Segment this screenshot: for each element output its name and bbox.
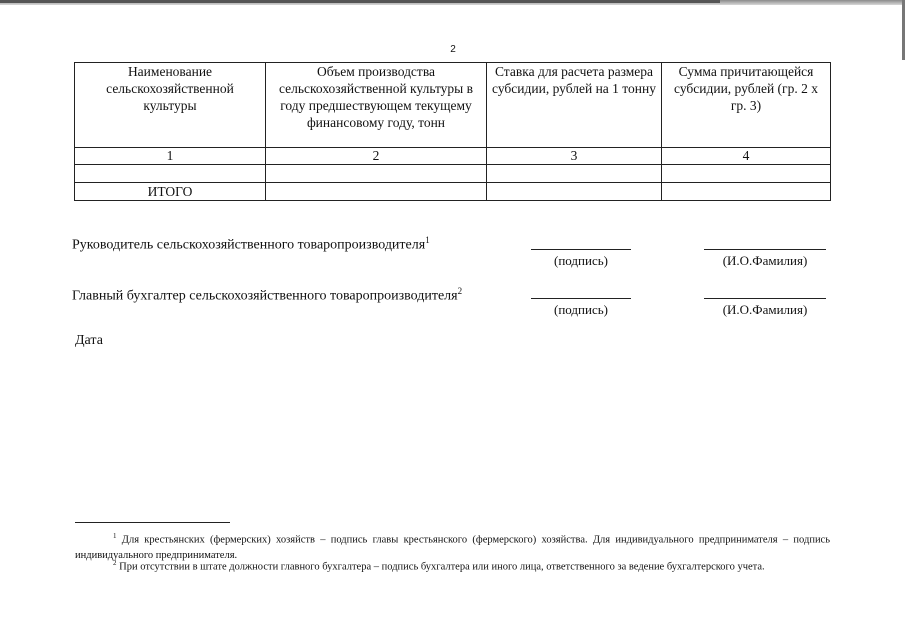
head-signature-line[interactable]: [531, 249, 631, 250]
column-number-row: [75, 148, 831, 165]
total-cell[interactable]: [662, 183, 831, 201]
footnote-1-ref: 1: [113, 532, 117, 540]
column-number: 1: [75, 148, 266, 165]
footnote-2-ref: 2: [113, 559, 117, 567]
head-label-text: Руководитель сельскохозяйственного товаропроизводителя: [72, 237, 426, 253]
table-row: [75, 165, 831, 183]
footnote-2: [75, 556, 830, 575]
header-subsidy-rate: Ставка для расчета размера субсидии, рублей на 1 тонну: [487, 63, 662, 148]
footnote-2-text: При отсутствии в штате должности главного бухгалтера – подпись бухгалтера или иного лица, ответственного за ведение бухгалтерского учета.: [119, 561, 765, 573]
total-cell[interactable]: [266, 183, 487, 201]
header-production-volume: Объем производства сельскохозяйственной культуры в году предшествующем текущему финансовому году, тонн: [266, 63, 487, 148]
column-number: 3: [487, 148, 662, 165]
table-cell[interactable]: [487, 165, 662, 183]
footnote-separator: [75, 522, 230, 523]
table-header-row: [75, 63, 831, 148]
subsidy-table: [74, 62, 831, 201]
table-cell[interactable]: [266, 165, 487, 183]
total-row: [75, 183, 831, 201]
total-cell[interactable]: [487, 183, 662, 201]
accountant-signature-label: [72, 286, 462, 305]
table-cell[interactable]: [75, 165, 266, 183]
table-cell[interactable]: [662, 165, 831, 183]
footnote-ref-1: 1: [425, 235, 430, 245]
accountant-name-line[interactable]: [704, 298, 826, 299]
accountant-signature-line[interactable]: [531, 298, 631, 299]
head-signature-label: [72, 235, 430, 254]
head-name-line[interactable]: [704, 249, 826, 250]
scan-edge-shadow: [0, 0, 720, 3]
page-number: 2: [450, 44, 456, 55]
footnote-ref-2: 2: [457, 286, 463, 296]
footnote-1-text: Для крестьянских (фермерских) хозяйств – подпись главы крестьянского (фермерского) хозяйства. Для индивидуального предпринимателя – подпись индивидуального предпринимателя.: [75, 534, 831, 561]
column-number: 4: [662, 148, 831, 165]
accountant-name-caption: (И.О.Фамилия): [722, 302, 808, 317]
accountant-label-text: Главный бухгалтер сельскохозяйственного товаропроизводителя: [72, 288, 458, 304]
total-label: ИТОГО: [75, 183, 266, 201]
head-name-caption: (И.О.Фамилия): [722, 253, 808, 268]
head-signature-caption: (подпись): [554, 253, 608, 268]
header-crop-name: Наименование сельскохозяйственной культуры: [75, 63, 266, 148]
column-number: 2: [266, 148, 487, 165]
accountant-signature-caption: (подпись): [554, 302, 608, 317]
date-label: Дата: [75, 333, 103, 348]
header-subsidy-amount: Сумма причитающейся субсидии, рублей (гр. 2 x гр. 3): [662, 63, 831, 148]
